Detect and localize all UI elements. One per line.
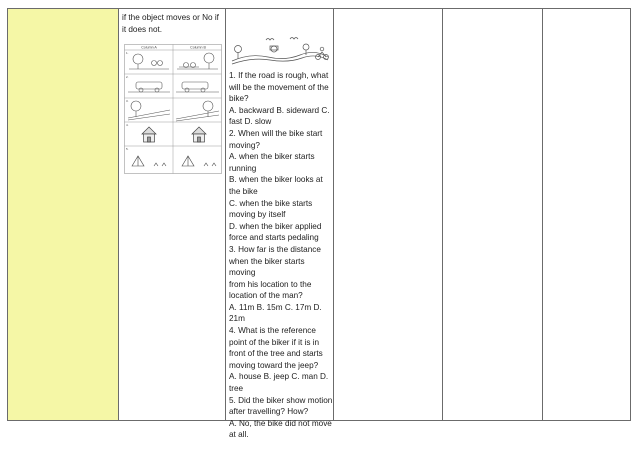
question-line: 2. When will the bike start [229, 128, 323, 138]
question-line: after travelling? How? [229, 407, 309, 417]
table-column-empty [334, 9, 443, 420]
question-line: moving? [229, 140, 260, 150]
question-line: moving toward the jeep? [229, 360, 319, 370]
biker-on-road-illustration [230, 35, 330, 65]
question-line: when the biker starts moving [229, 256, 305, 278]
question-line: will be the movement of the [229, 82, 329, 92]
question-line: A. backward B. sideward C. [229, 105, 330, 115]
questions-text [229, 70, 333, 441]
instruction-line: if the object moves or No if [122, 13, 219, 22]
question-line: point of the biker if it is in [229, 337, 320, 347]
question-line: from his location to the [229, 279, 312, 289]
question-line: fast D. slow [229, 117, 272, 127]
question-line: C. when the bike starts [229, 198, 313, 208]
instruction-line: it does not. [122, 24, 163, 34]
table-column-questions [226, 9, 334, 440]
lesson-table [7, 8, 631, 440]
question-line: 5. Did the biker show motion [229, 395, 333, 405]
question-line: at all. [229, 430, 249, 440]
question-line: 21m [229, 314, 245, 324]
question-line: 3. How far is the distance [229, 244, 321, 254]
table-column-empty [443, 9, 543, 420]
question-line: tree [229, 384, 244, 394]
figure-row-number: 1. [126, 51, 129, 55]
question-line: 4. What is the reference [229, 326, 316, 336]
figure-header-b: Column B [190, 45, 206, 50]
question-line: A. No, the bike did not move [229, 418, 332, 428]
question-line: A. when the biker starts [229, 152, 315, 162]
motion-worksheet-figure [124, 44, 222, 174]
figure-row-number: 4. [126, 123, 129, 127]
figure-row-number: 2. [126, 75, 129, 79]
question-line: B. when the biker looks at [229, 175, 323, 185]
question-line: D. when the biker applied [229, 221, 322, 231]
table-column-highlighted [8, 9, 119, 420]
question-line: bike? [229, 94, 249, 104]
figure-row-number: 3. [126, 99, 129, 103]
question-line: A. 11m B. 15m C. 17m D. [229, 302, 322, 312]
question-line: A. house B. jeep C. man D. [229, 372, 329, 382]
question-line: location of the man? [229, 291, 303, 301]
question-line: moving by itself [229, 210, 286, 220]
question-line: the bike [229, 186, 258, 196]
question-line: front of the tree and starts [229, 349, 323, 359]
figure-row-number: 5. [126, 147, 129, 151]
instruction-text [122, 12, 224, 35]
table-column-empty [543, 9, 630, 420]
table-column-activity [119, 9, 226, 420]
question-line: running [229, 163, 257, 173]
question-line: 1. If the road is rough, what [229, 71, 329, 80]
question-line: force and starts pedaling [229, 233, 319, 243]
figure-header-a: Column A [141, 45, 157, 50]
